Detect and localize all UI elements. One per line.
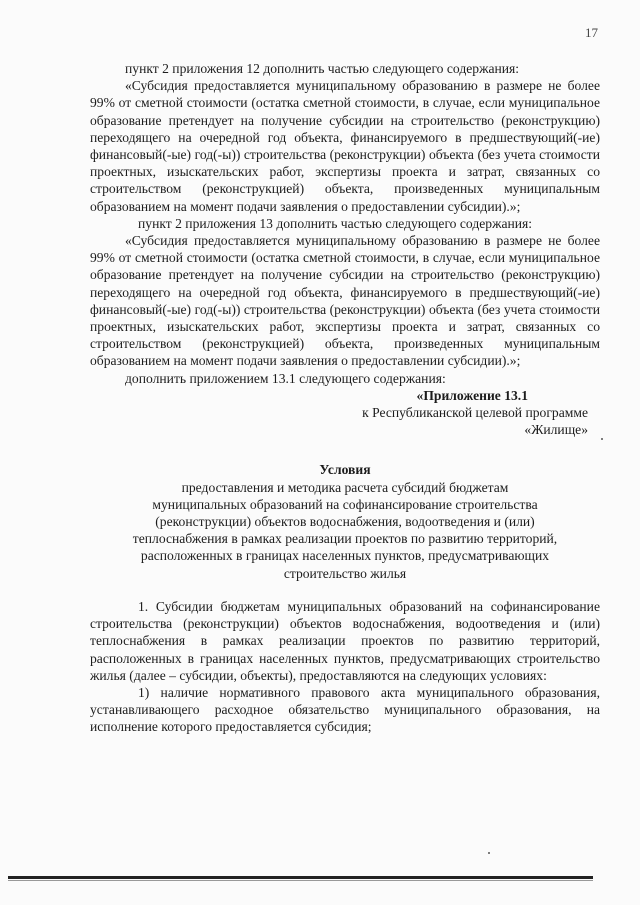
scan-edge-line — [8, 876, 593, 879]
subtitle-line: строительство жилья — [283, 565, 407, 581]
subtitle-line: теплоснабжения в рамках реализации проектов по развитию территорий, — [132, 531, 558, 547]
subtitle-line: (реконструкции) объектов водоснабжения, водоотведения и (или) — [155, 514, 535, 530]
page-number: 17 — [585, 25, 598, 40]
section-title: Условия — [319, 462, 371, 478]
condition-paragraph-1: 1. Субсидии бюджетам муниципальных образований на софинансирование строительства (реконструкции) объектов водоснабжения, водоотведения и (или) теплоснабжения в рамках реализации проектов по развитию территорий, расположенных в границах населенных пунктов, предусматривающих строительство жилья (далее – субсидии, объекты), предоставляются на следующих условиях: — [90, 598, 600, 683]
paragraph-quote-13: «Субсидия предоставляется муниципальному образованию в размере не более 99% от сметной стоимости (остатка сметной стоимости, в случае, если муниципальное образование претендует на получение субсидии на строительство (реконструкцию) переходящего на очередной год объекта, финансируемого в предшествующий(-ие) финансовый(-ые) год(-ы)) строительства (реконструкции) объекта (без учета стоимости проектных, изыскательских работ, экспертизы проекта и затрат, связанных со строительством (реконструкцией) объекта, произведенных муниципальным образованием на момент подачи заявления о предоставлении субсидии).»; — [90, 233, 600, 369]
paragraph-add-appendix: дополнить приложением 13.1 следующего содержания: — [125, 370, 446, 386]
document-body — [90, 60, 600, 736]
subtitle-line: предоставления и методика расчета субсидий бюджетам — [181, 479, 509, 495]
subtitle-line: расположенных в границах населенных пунктов, предусматривающих — [140, 548, 550, 564]
subtitle-line: муниципальных образований на софинансирование строительства — [152, 496, 538, 512]
condition-item-1: 1) наличие нормативного правового акта муниципального образования, устанавливающего расходное обязательство муниципального образования, на исполнение которого предоставляется субсидия; — [90, 684, 600, 735]
paragraph-amend-13: пункт 2 приложения 13 дополнить частью следующего содержания: — [138, 215, 533, 231]
scan-speck — [601, 438, 603, 440]
scan-speck — [488, 852, 490, 854]
appendix-header — [90, 387, 588, 439]
appendix-line-2: к Республиканской целевой программе — [362, 405, 588, 421]
paragraph-amend-12: пункт 2 приложения 12 дополнить частью следующего содержания: — [125, 61, 520, 76]
paragraph-quote-12: «Субсидия предоставляется муниципальному образованию в размере не более 99% от сметной стоимости (остатка сметной стоимости, в случае, если муниципальное образование претендует на получение субсидии на строительство (реконструкцию) переходящего на очередной год объекта, финансируемого в предшествующий(-ие) финансовый(-ые) год(-ы)) строительства (реконструкции) объекта (без учета стоимости проектных, изыскательских работ, экспертизы проекта и затрат, связанных со строительством (реконструкцией) объекта, произведенных муниципальным образованием на момент подачи заявления о предоставлении субсидии).»; — [90, 78, 600, 214]
appendix-line-3: «Жилище» — [524, 422, 588, 438]
section-subtitle — [115, 479, 575, 582]
appendix-label: «Приложение 13.1 — [416, 387, 528, 403]
scan-edge-line-thin — [8, 880, 593, 881]
